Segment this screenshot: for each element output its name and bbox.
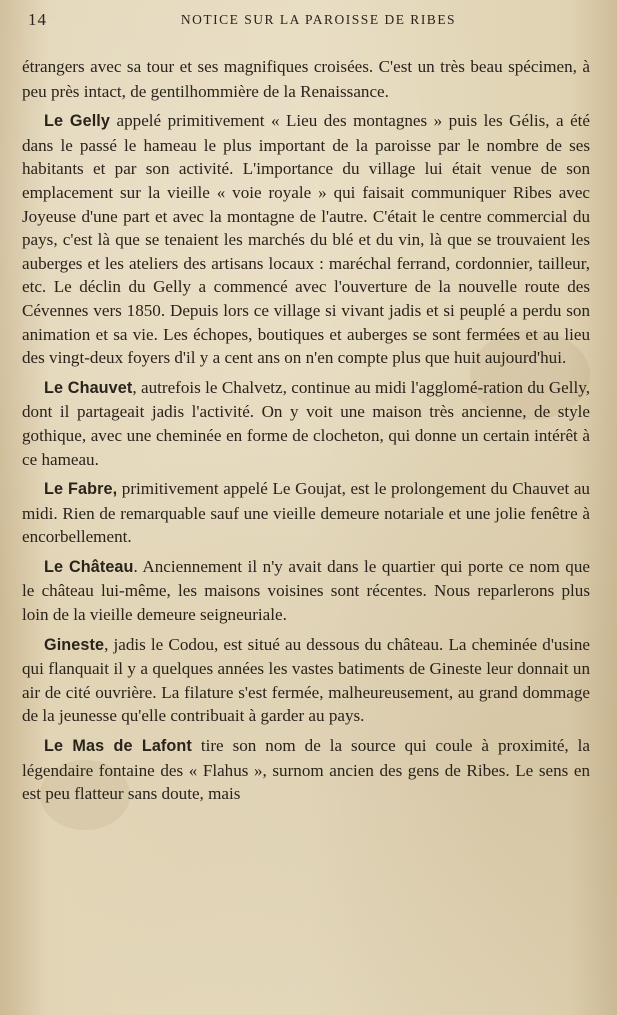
paragraph-text: primitivement appelé Le Goujat, est le prolongement du Chauvet au midi. Rien de remarquable sauf une vieille demeure notariale et une jolie fenêtre à encorbellement. — [22, 479, 590, 547]
paragraph-text: . Anciennement il n'y avait dans le quartier qui porte ce nom que le château lui-même, les maisons voisines sont récentes. Nous reparlerons plus loin de la vieille demeure seigneuriale. — [22, 556, 590, 625]
paragraph-text: tire son nom de la source qui coule à proximité, la légendaire fontaine des « Flahus », surnom ancien des gens de Ribes. Le sens en est peu flatteur sans doute, mais — [22, 736, 591, 804]
paragraph-le-fabre — [22, 477, 590, 549]
page-header — [28, 10, 589, 36]
place-name: Le Château — [44, 557, 134, 576]
paragraph-mas-de-lafont — [22, 734, 590, 806]
place-name: Le Gelly — [44, 112, 111, 131]
paragraph-text: appelé primitivement « Lieu des montagnes » puis les Gélis, a été dans le passé le hameau le plus important de la paroisse par le nombre de ses habitants et par son activité. L'importance du village lui était venue de son emplacement sur la vieille « voie royale » qui faisait communiquer Ribes avec Joyeuse d'une part et avec la montagne de l'autre. C'était le centre commercial du pays, c'est là que se tenaient les marchés du blé et du vin, là que se trouvaient les auberges et les ateliers des artisans locaux : maréchal ferrand, cordonnier, tailleur, etc. Le déclin du Gelly a commencé avec l'ouverture de la nouvelle route des Cévennes vers 1850. Depuis lors ce village si vivant jadis et si peuplé a perdu son animation et sa vie. Les échopes, boutiques et auberges se sont fermées et au lieu des vingt-deux foyers d'il y a cent ans on n'en compte plus que huit aujourd'hui. — [22, 111, 591, 368]
page-body — [22, 55, 590, 812]
paragraph-text: étrangers avec sa tour et ses magnifiques croisées. C'est un très beau spécimen, à peu près intact, de gentilhommière de la Renaissance. — [22, 57, 590, 101]
place-name: Gineste — [44, 635, 105, 654]
paragraph-text: , autrefois le Chalvetz, continue au midi l'agglomé-ration du Gelly, dont il partageait jadis l'activité. On y voit une maison très ancienne, de style gothique, avec une cheminée en forme de clocheton, qui donne un certain intérêt à ce hameau. — [22, 377, 590, 469]
place-name: Le Chauvet — [44, 378, 133, 397]
paragraph-gineste — [22, 633, 590, 728]
running-title: NOTICE SUR LA PAROISSE DE RIBES — [180, 12, 457, 27]
paragraph-le-chauvet — [22, 376, 590, 471]
place-name: Le Fabre, — [44, 480, 118, 499]
paragraph-le-gelly — [22, 109, 590, 370]
paragraph-le-chateau — [22, 555, 590, 627]
paragraph-text: , jadis le Codou, est situé au dessous du château. La cheminée d'usine qui flanquait il y a quelques années les vastes batiments de Gineste leur donnait un air de cité ouvrière. La filature s'est fermée, malheureusement, au grand dommage de la jeunesse qu'elle contribuait à garder au pays. — [22, 634, 590, 726]
place-name: Le Mas de Lafont — [44, 737, 192, 756]
page-number: 14 — [28, 10, 47, 29]
paragraph-gentilhommiere — [22, 55, 590, 103]
